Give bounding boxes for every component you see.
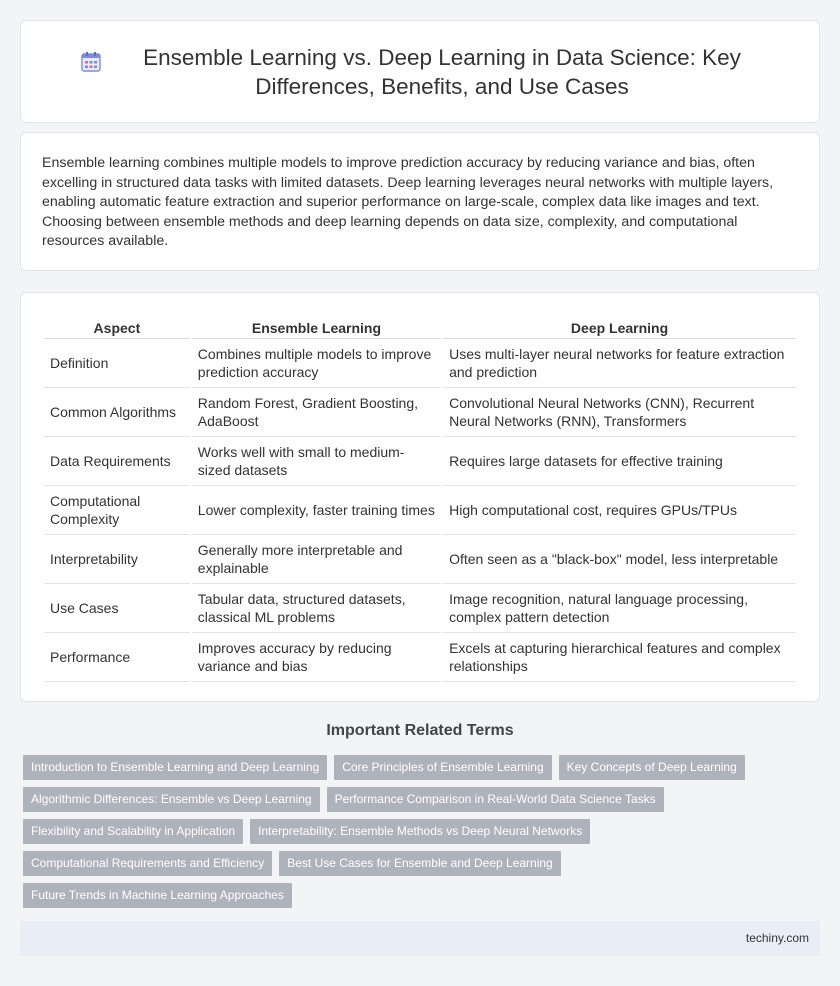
table-row	[44, 633, 796, 682]
table-row	[44, 486, 796, 535]
row-aspect: Interpretability	[44, 535, 190, 584]
row-deep: Often seen as a "black-box" model, less interpretable	[443, 535, 796, 584]
tag-link[interactable]: Best Use Cases for Ensemble and Deep Learning	[279, 851, 560, 876]
intro-card	[20, 132, 820, 271]
header-aspect: Aspect	[44, 313, 190, 339]
tag-row	[23, 755, 823, 780]
tag-link[interactable]: Future Trends in Machine Learning Approaches	[23, 883, 292, 908]
related-terms-tags	[23, 755, 823, 915]
tag-link[interactable]: Interpretability: Ensemble Methods vs Deep Neural Networks	[250, 819, 590, 844]
row-deep: Requires large datasets for effective training	[443, 437, 796, 486]
related-terms-heading: Important Related Terms	[326, 722, 514, 739]
row-deep: Image recognition, natural language processing, complex pattern detection	[443, 584, 796, 633]
table-header-row	[44, 313, 796, 339]
row-deep: Uses multi-layer neural networks for feature extraction and prediction	[443, 339, 796, 388]
footer	[20, 921, 820, 956]
row-aspect: Performance	[44, 633, 190, 682]
tag-link[interactable]: Flexibility and Scalability in Application	[23, 819, 243, 844]
row-aspect: Data Requirements	[44, 437, 190, 486]
row-ensemble: Combines multiple models to improve prediction accuracy	[192, 339, 441, 388]
row-ensemble: Random Forest, Gradient Boosting, AdaBoost	[192, 388, 441, 437]
title-wrap	[80, 43, 760, 101]
calendar-icon	[80, 51, 102, 73]
table-row	[44, 535, 796, 584]
tag-row	[23, 851, 823, 876]
row-deep: High computational cost, requires GPUs/TPUs	[443, 486, 796, 535]
page-title: Ensemble Learning vs. Deep Learning in Data Science: Key Differences, Benefits, and Use Cases	[143, 44, 741, 99]
tag-link[interactable]: Core Principles of Ensemble Learning	[334, 755, 551, 780]
row-deep: Convolutional Neural Networks (CNN), Recurrent Neural Networks (RNN), Transformers	[443, 388, 796, 437]
row-deep: Excels at capturing hierarchical features and complex relationships	[443, 633, 796, 682]
tag-link[interactable]: Computational Requirements and Efficiency	[23, 851, 272, 876]
comparison-table	[42, 313, 798, 682]
intro-paragraph: Ensemble learning combines multiple models to improve prediction accuracy by reducing variance and bias, often excelling in structured data tasks with limited datasets. Deep learning leverages neural networks with multiple layers, enabling automatic feature extraction and superior performance on large-scale, complex data like images and text. Choosing between ensemble methods and deep learning depends on data size, complexity, and computational resources available.	[42, 155, 774, 249]
tag-link[interactable]: Key Concepts of Deep Learning	[559, 755, 745, 780]
row-ensemble: Tabular data, structured datasets, classical ML problems	[192, 584, 441, 633]
table-row	[44, 388, 796, 437]
tag-link[interactable]: Algorithmic Differences: Ensemble vs Deep Learning	[23, 787, 320, 812]
row-aspect: Computational Complexity	[44, 486, 190, 535]
comparison-table-card	[20, 292, 820, 702]
row-ensemble: Improves accuracy by reducing variance and bias	[192, 633, 441, 682]
table-row	[44, 339, 796, 388]
table-row	[44, 437, 796, 486]
row-ensemble: Generally more interpretable and explainable	[192, 535, 441, 584]
tag-row	[23, 883, 823, 908]
title-card	[20, 20, 820, 123]
footer-site-link[interactable]: techiny.com	[745, 931, 809, 945]
header-deep-learning: Deep Learning	[443, 313, 796, 339]
row-aspect: Use Cases	[44, 584, 190, 633]
tag-link[interactable]: Performance Comparison in Real-World Data Science Tasks	[327, 787, 664, 812]
table-row	[44, 584, 796, 633]
row-aspect: Common Algorithms	[44, 388, 190, 437]
row-ensemble: Works well with small to medium-sized datasets	[192, 437, 441, 486]
header-ensemble-learning: Ensemble Learning	[192, 313, 441, 339]
row-ensemble: Lower complexity, faster training times	[192, 486, 441, 535]
tag-row	[23, 787, 823, 812]
tag-row	[23, 819, 823, 844]
tag-link[interactable]: Introduction to Ensemble Learning and Deep Learning	[23, 755, 327, 780]
row-aspect: Definition	[44, 339, 190, 388]
